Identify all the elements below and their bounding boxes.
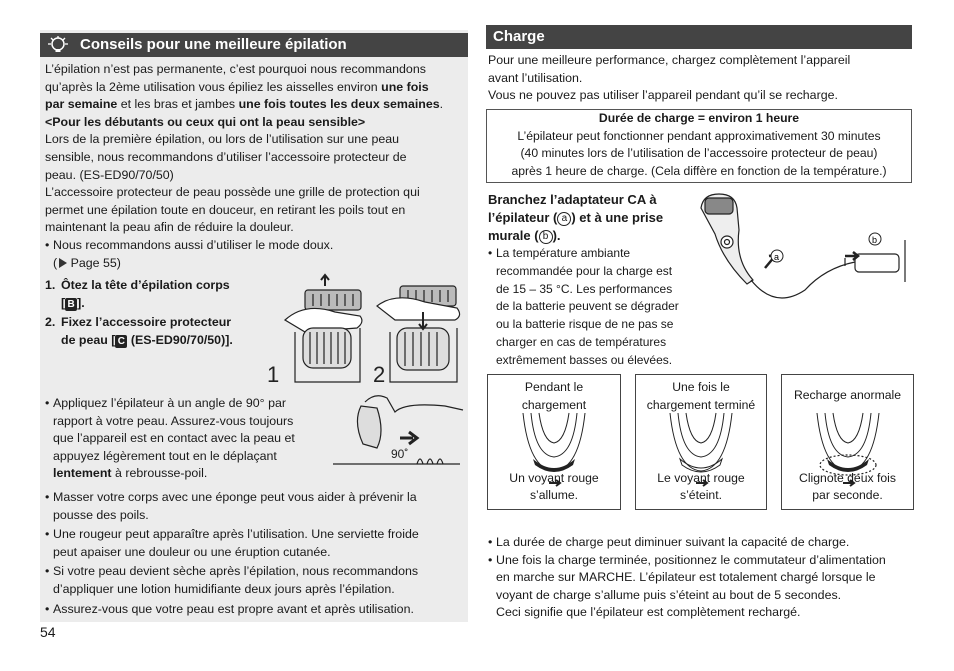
svg-text:1: 1 bbox=[267, 362, 280, 387]
section-header-charge bbox=[486, 25, 912, 49]
tips-list: • Masser votre corps avec une éponge peut vous aider à prévenir la pousse des poils. • Une rougeur peut apparaître après l’utilisation. Une serviette froide peut apaiser une douleur ou une éruption cutanée. • Si votre peau devient sèche après l’épilation, nous recommandons d’appliquer une lotion humidifiante deux jours après l’épilation. • Assurez-vous que votre peau est propre avant et après utilisation. bbox=[45, 489, 465, 618]
steps-list: 1. Ôtez la tête d’épilation corps [ B ]. 2. Fixez l’accessoire protecteur de peau [ C (ES-ED90/70/50)]. bbox=[45, 277, 275, 349]
page-ref-arrow-icon bbox=[59, 258, 67, 268]
page-number: 54 bbox=[40, 624, 56, 640]
charge-intro: Pour une meilleure performance, chargez complètement l’appareil avant l’utilisation. Vous ne pouvez pas utiliser l’appareil pendant qu’il se recharge. bbox=[488, 53, 851, 103]
section-title: Charge bbox=[493, 28, 545, 45]
bullet-soft-mode: • Nous recommandons aussi d’utiliser le mode doux. bbox=[45, 237, 465, 255]
charge-notes: • La durée de charge peut diminuer suivant la capacité de charge. • Une fois la charge terminée, positionnez le commutateur d’alimentation en marche sur MARCHE. L’épilateur est totalement chargé lorsque le voyant de charge s’allume puis s’éteint au bout de 5 secondes. Ceci signifie que l’épilateur est complètement rechargé. bbox=[488, 534, 912, 622]
svg-text:b: b bbox=[872, 235, 878, 245]
angle-90-illustration bbox=[325, 392, 465, 472]
sensitive-heading: <Pour les débutants ou ceux qui ont la peau sensible> bbox=[45, 114, 366, 129]
status-box-abnormal: Recharge anormale Clignote deux fois par seconde. bbox=[781, 374, 914, 510]
badge-c: C bbox=[115, 335, 127, 348]
epilator-head-illustration bbox=[265, 272, 465, 390]
charge-duration-box: Durée de charge = environ 1 heure L’épilateur peut fonctionner pendant approximativement 30 minutes (40 minutes lors de l’utilisation de l’accessoire protecteur de peau) après 1 heure de charge. (Cela diffère en fonction de la température.) bbox=[486, 109, 912, 183]
lightbulb-icon bbox=[44, 36, 72, 54]
temperature-note: • La température ambiante recommandée pour la charge est de 15 – 35 °C. Les performances de la batterie peuvent se dégrader ou la batterie risque de ne pas se charger en cas de températures extrêmement basses ou élevées. bbox=[488, 245, 703, 370]
charging-diagram bbox=[695, 190, 915, 315]
status-box-complete: Une fois le chargement terminé Le voyant rouge s’éteint. bbox=[635, 374, 767, 510]
status-box-charging: Pendant le chargement Un voyant rouge s’allume. bbox=[487, 374, 621, 510]
svg-text:a: a bbox=[774, 252, 780, 262]
badge-b: B bbox=[65, 298, 77, 311]
intro-paragraph: L’épilation n’est pas permanente, c’est pourquoi nous recommandons qu’après la 2ème utilisation vous épiliez les aisselles environ une fois par semaine et les bras et jambes une fois toutes les deux semaines. <Pour les débutants ou ceux qui ont la peau sensible> Lors de la première épilation, ou lors de l’utilisation sur une peau sensible, nous recommandons d’utiliser l’accessoire protecteur de peau. (ES-ED90/70/50) L’accessoire protecteur de peau possède une grille de protection qui permet une épilation toute en douceur, en retirant les poils tout en maintenant la peau afin de réduire la douleur. • Nous recommandons aussi d’utiliser le mode doux. ( Page 55) bbox=[45, 61, 465, 272]
svg-text:2: 2 bbox=[373, 362, 386, 387]
angle-instructions: • Appliquez l’épilateur à un angle de 90° par rapport à votre peau. Assurez-vous toujours que l’appareil est en contact avec la peau et appuyez légèrement tout en le déplaçant lentement à rebrousse-poil. bbox=[45, 395, 325, 483]
svg-text:90˚: 90˚ bbox=[391, 447, 409, 461]
section-header-tips bbox=[40, 33, 468, 57]
circle-b: b bbox=[539, 230, 553, 244]
circle-a: a bbox=[557, 212, 571, 226]
step-2: 2. Fixez l’accessoire protecteur bbox=[45, 315, 232, 330]
section-title: Conseils pour une meilleure épilation bbox=[80, 36, 347, 53]
plug-instruction: Branchez l’adaptateur CA à l’épilateur ( a ) et à une prise murale ( b ). bbox=[488, 192, 664, 243]
step-1: 1. Ôtez la tête d’épilation corps bbox=[45, 278, 230, 292]
